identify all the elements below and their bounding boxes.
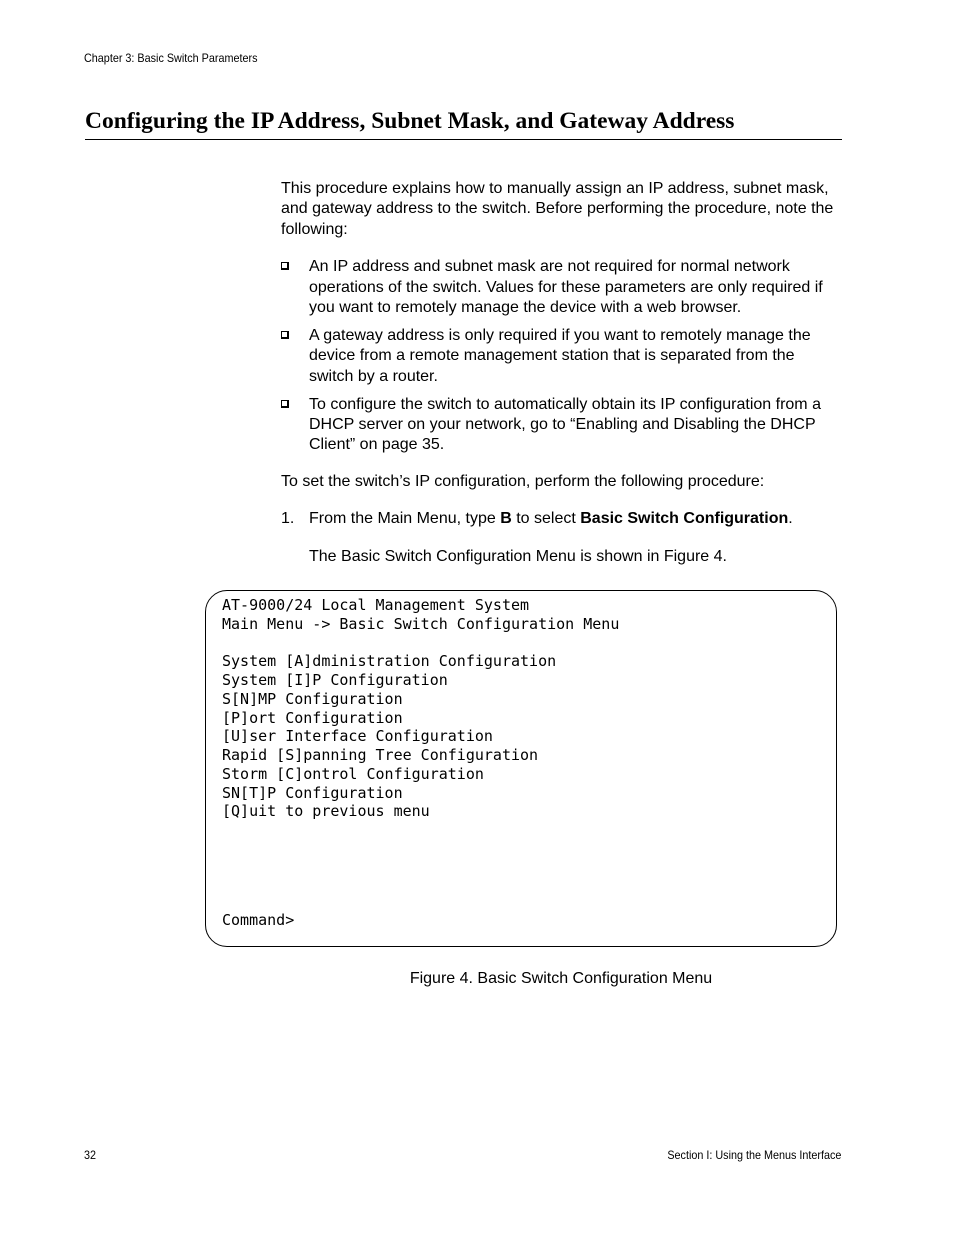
step-number: 1.: [281, 510, 295, 528]
terminal-line: S[N]MP Configuration: [222, 689, 403, 708]
terminal-menu-text: [222, 596, 619, 821]
checkbox-bullet-icon: [281, 400, 289, 408]
list-item-text: A gateway address is only required if you want to remotely manage the device from a remote management station that is separated from the switch by a router.: [309, 326, 811, 385]
terminal-line: Rapid [S]panning Tree Configuration: [222, 746, 539, 764]
section-footer: Section I: Using the Menus Interface: [666, 1148, 841, 1162]
list-item: [281, 395, 841, 456]
step-note: The Basic Switch Configuration Menu is shown in Figure 4.: [309, 547, 727, 565]
terminal-line: [U]ser Interface Configuration: [222, 727, 493, 746]
terminal-screen: [205, 590, 837, 947]
running-head: Chapter 3: Basic Switch Parameters: [84, 51, 258, 65]
terminal-line: System [I]P Configuration: [222, 671, 448, 689]
step-key: B: [500, 510, 512, 528]
step-text-before: From the Main Menu, type: [309, 510, 501, 528]
procedure-step-1: [281, 509, 841, 529]
terminal-line: System [A]dministration Configuration: [222, 652, 557, 671]
terminal-line: [P]ort Configuration: [222, 708, 403, 727]
figure-caption: Figure 4. Basic Switch Configuration Menu: [409, 970, 713, 987]
list-item-text: An IP address and subnet mask are not required for normal network operations of the switch. Values for these parameters are only required if you want to remotely manage the device with a web browser.: [309, 258, 823, 317]
terminal-line: Main Menu -> Basic Switch Configuration Menu: [222, 614, 620, 633]
note-list: [281, 257, 841, 456]
intro-paragraph: This procedure explains how to manually assign an IP address, subnet mask, and gateway address to the switch. Before performing the procedure, note the following:: [281, 180, 834, 238]
page-number: 32: [84, 1148, 97, 1162]
checkbox-bullet-icon: [281, 262, 289, 270]
body-content: [281, 179, 841, 567]
page-title: Configuring the IP Address, Subnet Mask, and Gateway Address: [85, 106, 842, 140]
step-text-after: .: [788, 510, 793, 528]
terminal-line: Storm [C]ontrol Configuration: [222, 764, 484, 783]
terminal-line: SN[T]P Configuration: [222, 783, 403, 802]
step-text-middle: to select: [511, 510, 581, 528]
terminal-line: [Q]uit to previous menu: [222, 802, 430, 821]
step-menu-name: Basic Switch Configuration: [580, 510, 789, 528]
checkbox-bullet-icon: [281, 331, 289, 339]
terminal-line: AT-9000/24 Local Management System: [222, 596, 530, 614]
procedure-intro: To set the switch’s IP configuration, perform the following procedure:: [281, 472, 765, 490]
list-item-text: To configure the switch to automatically obtain its IP configuration from a DHCP server on your network, go to “Enabling and Disabling the DHCP Client” on page 35.: [309, 395, 821, 454]
command-prompt: Command>: [222, 911, 295, 929]
list-item: [281, 326, 841, 387]
list-item: [281, 257, 841, 318]
